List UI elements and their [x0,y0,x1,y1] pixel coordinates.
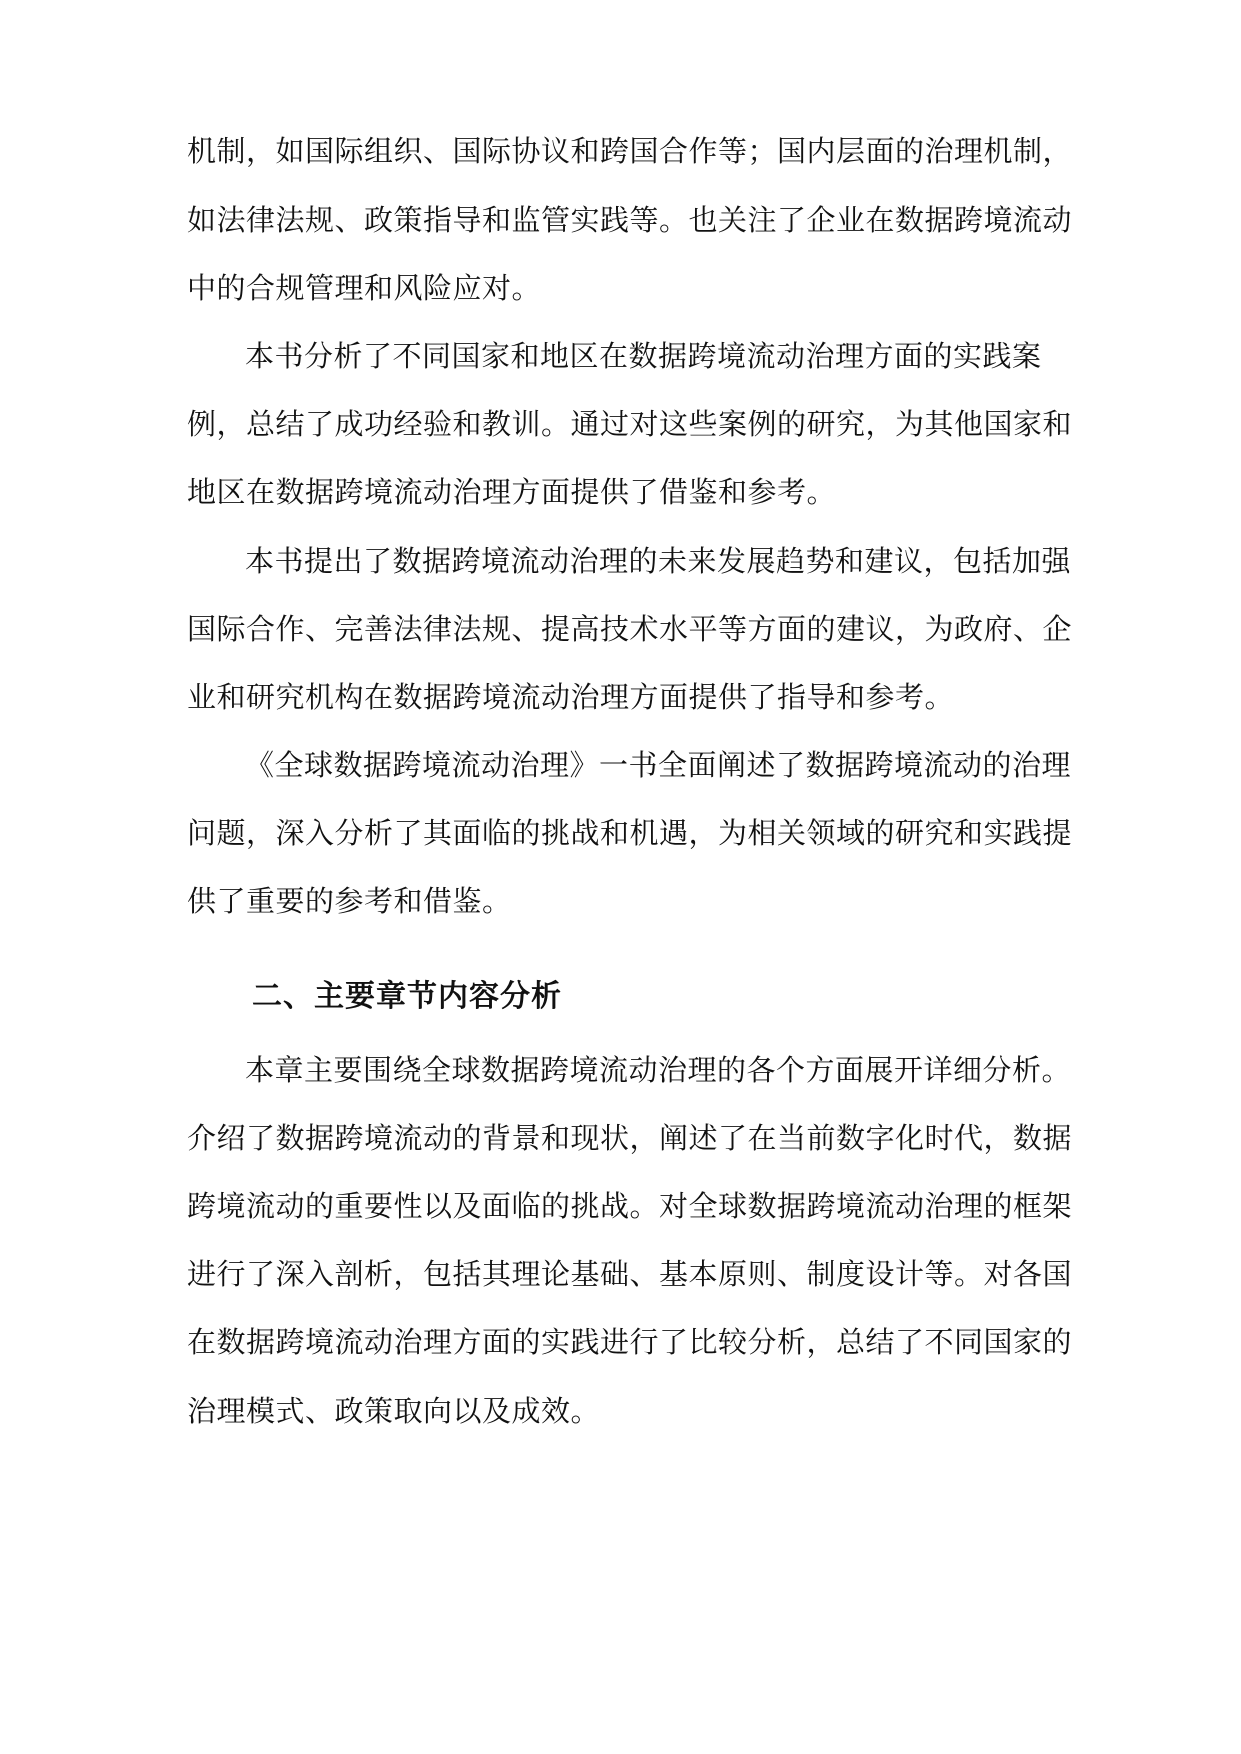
paragraph-4-line-1: 《全球数据跨境流动治理》一书全面阐述了数据跨境流动的治理 [245,748,1072,782]
section-paragraph-line-3: 跨境流动的重要性以及面临的挑战。对全球数据跨境流动治理的框架 [187,1189,1073,1223]
paragraph-3-line-3: 业和研究机构在数据跨境流动治理方面提供了指导和参考。 [187,680,955,714]
section-paragraph-line-6: 治理模式、政策取向以及成效。 [187,1394,601,1428]
section-paragraph-line-4: 进行了深入剖析，包括其理论基础、基本原则、制度设计等。对各国 [187,1257,1073,1291]
paragraph-3-line-1: 本书提出了数据跨境流动治理的未来发展趋势和建议，包括加强 [245,544,1072,578]
paragraph-2-line-1: 本书分析了不同国家和地区在数据跨境流动治理方面的实践案 [245,339,1042,373]
paragraph-1-line-3: 中的合规管理和风险应对。 [187,271,542,305]
section-paragraph-line-1: 本章主要围绕全球数据跨境流动治理的各个方面展开详细分析。 [245,1053,1072,1087]
paragraph-2-line-3: 地区在数据跨境流动治理方面提供了借鉴和参考。 [187,475,837,509]
paragraph-4-line-2: 问题，深入分析了其面临的挑战和机遇，为相关领域的研究和实践提 [187,816,1073,850]
paragraph-1-line-2: 如法律法规、政策指导和监管实践等。也关注了企业在数据跨境流动 [187,203,1073,237]
paragraph-3-line-2: 国际合作、完善法律法规、提高技术水平等方面的建议，为政府、企 [187,612,1073,646]
paragraph-4-line-3: 供了重要的参考和借鉴。 [187,884,512,918]
section-heading: 二、主要章节内容分析 [252,979,562,1014]
section-paragraph-line-2: 介绍了数据跨境流动的背景和现状，阐述了在当前数字化时代，数据 [187,1121,1073,1155]
paragraph-1-line-1: 机制，如国际组织、国际协议和跨国合作等；国内层面的治理机制， [187,134,1073,168]
paragraph-2-line-2: 例，总结了成功经验和教训。通过对这些案例的研究，为其他国家和 [187,407,1073,441]
section-paragraph-line-5: 在数据跨境流动治理方面的实践进行了比较分析，总结了不同国家的 [187,1325,1073,1359]
